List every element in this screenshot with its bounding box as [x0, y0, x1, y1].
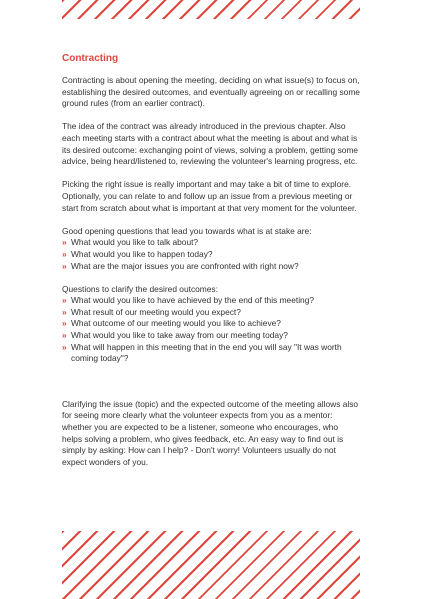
list-item-text: What would you like to have achieved by the end of this meeting? [71, 295, 315, 306]
list-item [62, 237, 360, 249]
list-item [62, 249, 360, 261]
section-heading: Contracting [62, 53, 119, 64]
spacer [62, 214, 360, 226]
bullet-icon: » [62, 295, 67, 306]
outcome-questions-list [62, 295, 360, 365]
opening-questions-list [62, 237, 360, 272]
list-item-text: What result of our meeting would you expect? [71, 306, 241, 317]
bullet-icon: » [62, 260, 67, 271]
list-item [62, 318, 360, 330]
paragraph-outcome-questions-intro: Questions to clarify the desired outcomes: [62, 283, 218, 294]
bottom-stripe-decoration [62, 531, 360, 599]
list-item-text: What are the major issues you are confronted with right now? [71, 260, 299, 271]
list-item-text: What would you like to happen today? [71, 248, 213, 259]
spacer [62, 168, 360, 180]
paragraph-contract-idea: The idea of the contract was already introduced in the previous chapter. Also each meeting starts with a contract about what the meeting is about and what is its desired outcome: exchanging point of views, solving a problem, getting some advice, being heard/listened to, reviewing the volunteer's learning progress, etc. [62, 121, 359, 167]
list-item [62, 330, 360, 342]
bullet-icon: » [62, 248, 67, 259]
bullet-icon: » [62, 330, 67, 341]
page-content [62, 52, 360, 468]
paragraph-intro: Contracting is about opening the meeting, deciding on what issue(s) to focus on, establishing the desired outcomes, and eventually agreeing on or recalling some ground rules (from an earlier contract). [62, 75, 360, 109]
paragraph-picking-issue: Picking the right issue is really important and may take a bit of time to explore. Optionally, you can relate to and follow up an issue from a previous meeting or start from scratch about what is important at that very moment for the volunteer. [62, 179, 357, 213]
paragraph-opening-questions-intro: Good opening questions that lead you towards what is at stake are: [62, 225, 312, 236]
bullet-icon: » [62, 318, 67, 329]
list-item [62, 295, 360, 307]
spacer [62, 365, 360, 399]
bullet-icon: » [62, 237, 67, 248]
list-item [62, 342, 360, 365]
list-item-text: What outcome of our meeting would you like to achieve? [71, 318, 281, 329]
spacer [62, 272, 360, 284]
bullet-icon: » [62, 306, 67, 317]
list-item [62, 261, 360, 273]
list-item-text: What will happen in this meeting that in the end you will say "It was worth coming today"? [71, 341, 342, 364]
list-item-text: What would you like to take away from our meeting today? [71, 330, 288, 341]
paragraph-clarifying: Clarifying the issue (topic) and the expected outcome of the meeting allows also for seeing more clearly what the volunteer expects from you as a mentor: whether you are expected to be a listener, someone who encourages, who helps solving a problem, who gives feedback, etc. An easy way to find out is simply by asking: How can I help? - Don't worry! Volunteers usually do not expect wonders of you. [62, 398, 359, 467]
spacer [62, 110, 360, 122]
top-stripe-decoration [62, 0, 360, 19]
list-item [62, 307, 360, 319]
bullet-icon: » [62, 341, 67, 352]
list-item-text: What would you like to talk about? [71, 237, 199, 248]
